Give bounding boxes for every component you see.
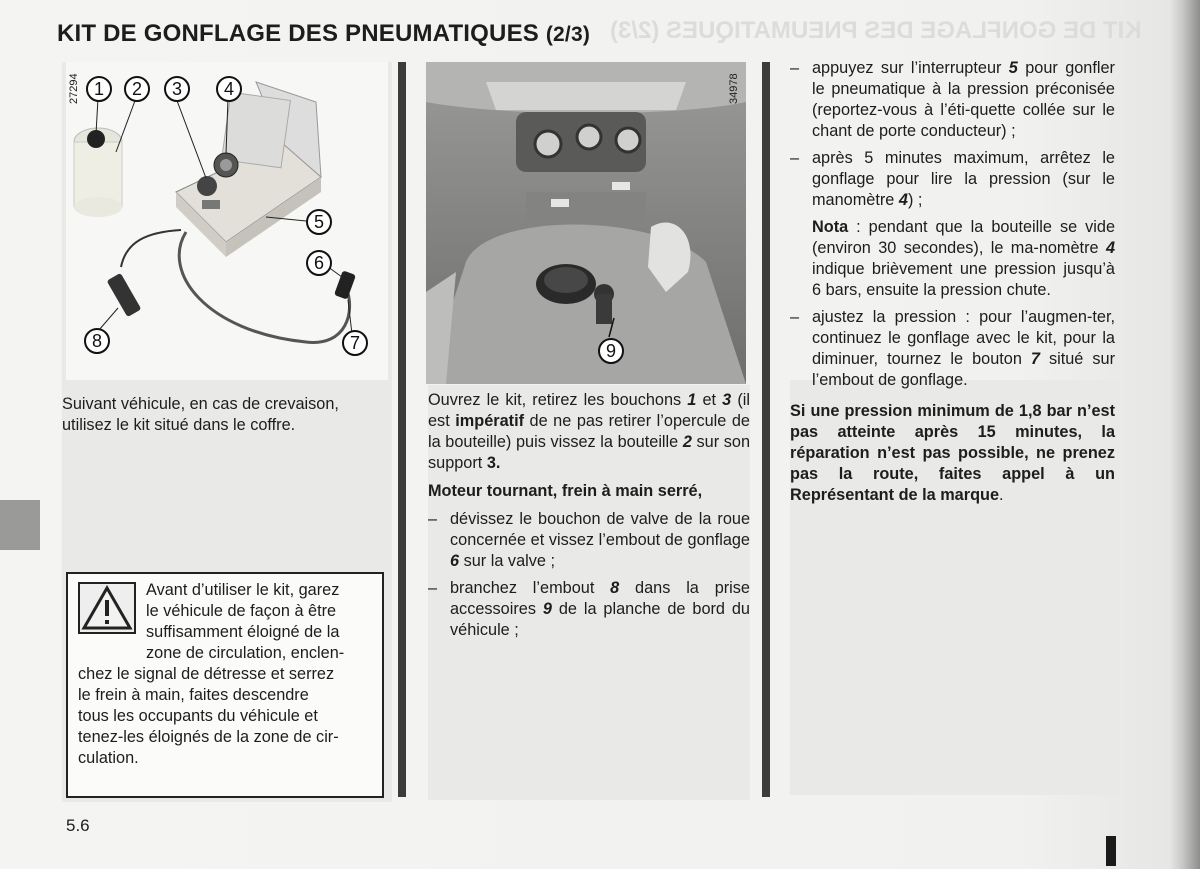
step-stop-after-five-minutes: – après 5 minutes maximum, arrêtez le gonflage pour lire la pression (sur le manomètre 4) ; xyxy=(790,148,1115,211)
callout-8: 8 xyxy=(84,328,110,354)
callout-6: 6 xyxy=(306,250,332,276)
nota-paragraph: Nota : pendant que la bouteille se vide (environ 30 secondes), le ma-nomètre 4 indique brièvement une pression jusqu’à 6 bars, ensuite la pression chute. xyxy=(812,218,1115,299)
warning-line-4: zone de circulation, enclen- xyxy=(146,644,345,662)
dashboard-photo xyxy=(426,62,746,384)
column-2-text xyxy=(428,390,750,647)
show-through-title: KIT DE GONFLAGE DES PNEUMATIQUES (2/3) xyxy=(610,17,1142,44)
step-adjust-pressure: – ajustez la pression : pour l’augmen-ter, continuez le gonflage avec le kit, pour la diminuer, tournez le bouton 7 situé sur l’embout de gonflage. xyxy=(790,307,1115,391)
step-unscrew-valve-cap: – dévissez le bouchon de valve de la roue concernée et vissez l’embout de gonflage 6 sur la valve ; xyxy=(428,509,750,572)
warning-line-1: Avant d’utiliser le kit, garez xyxy=(146,581,340,599)
warning-line-7: tous les occupants du véhicule et xyxy=(78,707,318,725)
callout-1: 1 xyxy=(86,76,112,102)
column-separator-right xyxy=(762,62,770,797)
step-press-switch: – appuyez sur l’interrupteur 5 pour gonfler le pneumatique à la pression préconisée (reportez-vous à l’éti-quette collée sur le chant de porte conducteur) ; xyxy=(790,58,1115,142)
page-number: 5.6 xyxy=(66,816,90,835)
page-title-text: KIT DE GONFLAGE DES PNEUMATIQUES xyxy=(57,20,539,47)
warning-triangle-graphic xyxy=(80,584,134,632)
page-title-part: (2/3) xyxy=(545,23,591,46)
column-2-steps xyxy=(428,509,750,641)
callout-9: 9 xyxy=(598,338,624,364)
column-3-text xyxy=(790,58,1115,506)
callout-7: 7 xyxy=(342,330,368,356)
warning-triangle-icon xyxy=(78,582,136,634)
dashboard-photo-drawing xyxy=(426,62,746,384)
minimum-pressure-warning: Si une pression minimum de 1,8 bar n’est pas atteinte après 15 minutes, la réparation n’est pas possible, ne prenez pas la route, faites appel à un Représentant de la marque. xyxy=(790,402,1115,504)
callout-3: 3 xyxy=(164,76,190,102)
warning-line-2: le véhicule de façon à être xyxy=(146,602,337,620)
callout-4: 4 xyxy=(216,76,242,102)
warning-box xyxy=(66,572,384,798)
column-3-steps xyxy=(790,58,1115,211)
column-separator-left xyxy=(398,62,406,797)
kit-illustration-drawing xyxy=(66,62,388,380)
warning-line-6: le frein à main, faites descendre xyxy=(78,686,309,704)
step-plug-into-socket: – branchez l’embout 8 dans la prise accessoires 9 de la planche de bord du véhicule ; xyxy=(428,578,750,641)
figure-2-code: 34978 xyxy=(728,73,740,104)
page-edge-mark xyxy=(1106,836,1116,866)
chapter-edge-tab xyxy=(0,500,40,550)
kit-opening-paragraph: Ouvrez le kit, retirez les bouchons 1 et 3 (il est impératif de ne pas retirer l’opercule de la bouteille) puis vissez la bouteille 2 sur son support 3. xyxy=(428,391,750,472)
page-title xyxy=(57,20,590,48)
page-binding-edge xyxy=(1170,0,1200,869)
column-1-caption: Suivant véhicule, en cas de crevaison, utilisez le kit situé dans le coffre. xyxy=(62,395,339,434)
callout-2: 2 xyxy=(124,76,150,102)
engine-running-heading: Moteur tournant, frein à main serré, xyxy=(428,482,703,500)
warning-line-5: chez le signal de détresse et serrez xyxy=(78,665,335,683)
callout-5: 5 xyxy=(306,209,332,235)
column-3-steps-continued xyxy=(790,307,1115,391)
warning-line-9: culation. xyxy=(78,749,139,767)
warning-line-8: tenez-les éloignés de la zone de cir- xyxy=(78,728,339,746)
kit-illustration xyxy=(66,62,388,380)
figure-1-code: 27294 xyxy=(68,73,80,104)
warning-line-3: suffisamment éloigné de la xyxy=(146,623,340,641)
